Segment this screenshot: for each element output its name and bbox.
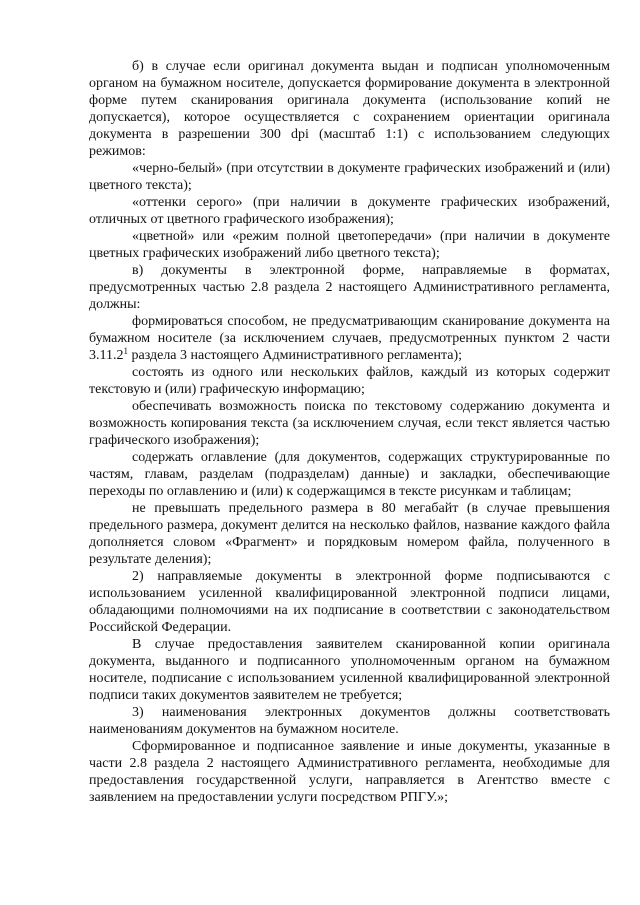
document-body xyxy=(89,58,610,806)
paragraph-text-after-footnote: раздела 3 настоящего Административного регламента); xyxy=(127,348,463,363)
paragraph-3-naming: 3) наименования электронных документов должны соответствовать наименованиям документов на бумажном носителе. xyxy=(89,705,610,737)
paragraph-mode-grayscale: «оттенки серого» (при наличии в документе графических изображений, отличных от цветного графического изображения); xyxy=(89,195,610,227)
footnote-marker: 1 xyxy=(123,346,128,356)
paragraph-2-signature: 2) направляемые документы в электронной форме подписываются с использованием усиленной квалифицированной электронной подписи лицами, обладающими полномочиями на их подписание в соответствии с законодательством Российской Федерации. xyxy=(89,569,610,635)
paragraph-mode-black-white: «черно-белый» (при отсутствии в документе графических изображений и (или) цветного текста); xyxy=(89,161,610,193)
paragraph-files-composition: состоять из одного или нескольких файлов, каждый из которых содержит текстовую и (или) графическую информацию; xyxy=(89,365,610,397)
paragraph-text-before-footnote: формироваться способом, не предусматривающим сканирование документа на бумажном носителе (за исключением случаев, предусмотренных пунктом 2 части 3.11.2 xyxy=(89,314,610,363)
paragraph-application-submission: Сформированное и подписанное заявление и иные документы, указанные в части 2.8 раздела 2 настоящего Административного регламента, необходимые для предоставления государственной услуги, направляется в Агентство вместе с заявлением на предоставлении услуги посредством РПГУ.»; xyxy=(89,739,610,805)
paragraph-v-electronic-docs: в) документы в электронной форме, направляемые в форматах, предусмотренных частью 2.8 раздела 2 настоящего Административного регламента, должны: xyxy=(89,263,610,312)
paragraph-size-limit: не превышать предельного размера в 80 мегабайт (в случае превышения предельного размера, документ делится на несколько файлов, название каждого файла дополняется словом «Фрагмент» и порядковым номером файла, полученного в результате деления); xyxy=(89,501,610,567)
paragraph-table-of-contents: содержать оглавление (для документов, содержащих структурированные по частям, главам, разделам (подразделам) данные) и закладки, обеспечивающие переходы по оглавлению и (или) к содержащимся в тексте рисункам и таблицам; xyxy=(89,450,610,499)
paragraph-text-search: обеспечивать возможность поиска по текстовому содержанию документа и возможность копирования текста (за исключением случая, если текст является частью графического изображения); xyxy=(89,399,610,448)
paragraph-formed-without-scanning xyxy=(89,313,610,364)
paragraph-b-scanning: б) в случае если оригинал документа выдан и подписан уполномоченным органом на бумажном носителе, допускается формирование документа в электронной форме путем сканирования оригинала документа (использование копий не допускается), которое осуществляется с сохранением ориентации оригинала документа в разрешении 300 dpi (масштаб 1:1) с использованием следующих режимов: xyxy=(89,59,610,159)
paragraph-mode-color: «цветной» или «режим полной цветопередачи» (при наличии в документе цветных графических изображений либо цветного текста); xyxy=(89,229,610,261)
paragraph-scanned-copy-signature: В случае предоставления заявителем сканированной копии оригинала документа, выданного и подписанного уполномоченным органом на бумажном носителе, подписание с использованием усиленной квалифицированной электронной подписи таких документов заявителем не требуется; xyxy=(89,637,610,703)
